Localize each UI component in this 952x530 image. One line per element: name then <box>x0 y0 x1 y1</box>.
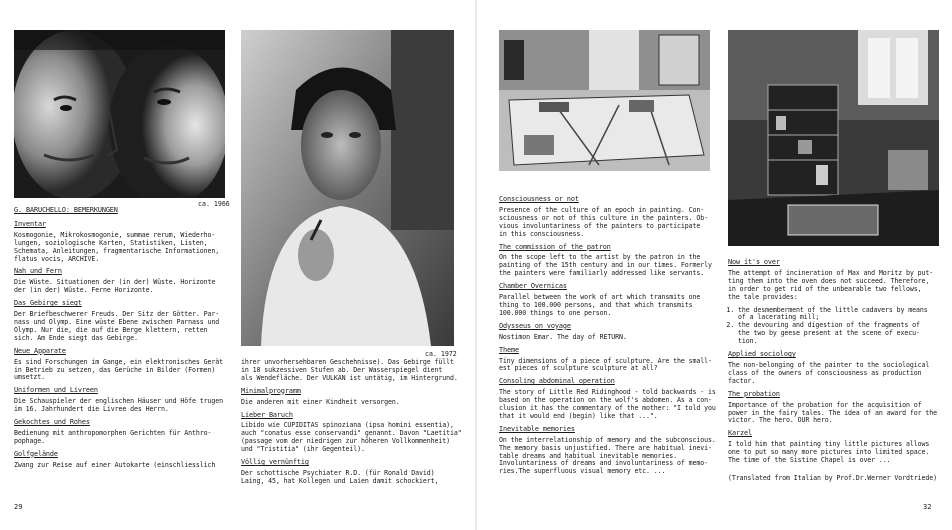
section-neue-apparate <box>14 348 230 383</box>
section-heading: Nah und Fern <box>14 267 62 276</box>
section-text: The non-belonging of the painter to the sociological class of the owners of consciousness as production factor. <box>728 360 930 385</box>
section-text: On the scope left to the artist by the patron in the painting of the 15th century and in our times. Formerly the painters were familiarly addressed like servants. <box>499 253 712 278</box>
section-text: Die Schauspieler der englischen Häuser und Höfe trugen im 16. Jahrhundert die Livree des Herrn. <box>14 397 223 414</box>
section-text: Es sind Forschungen im Gange, ein elektronisches Gerät in Betrieb zu setzen, das Gerüche in Bilder (Formen) umsetzt. <box>14 357 223 382</box>
section-odysseus <box>499 323 719 342</box>
section-karzel <box>728 430 940 465</box>
section-inventar <box>14 221 230 264</box>
section-gekochtes <box>14 419 230 446</box>
section-heading: Völlig vernünftig <box>241 458 309 467</box>
section-text: Presence of the culture of an epoch in painting. Con- sciousness or not of this culture in the painters. Ob- vious involuntariness of the painters to participate in this consciousness. <box>499 205 708 238</box>
list-item: 2. the devouring and digestion of the fragments of the two by geese present at the scene of execu- tion. <box>738 322 940 346</box>
section-heading: Inevitable memories <box>499 424 575 433</box>
left-column-1 <box>14 207 230 475</box>
photo-portrait <box>241 30 454 346</box>
section-golfgelaende <box>14 451 230 470</box>
section-consoling <box>499 378 719 421</box>
section-voellig-vernuenftig <box>241 459 463 486</box>
section-text: Zwang zur Reise auf einer Autokarte (einschliesslich <box>14 460 216 469</box>
section-text: The story of Little Red Ridinghood - told backwards - is based on the operation on the wolf's abdomen. As a con- clusion it has the commentary of the mother: "I told you that it would end (begin) like that ...". <box>499 388 716 420</box>
section-text: Der schottische Psychiater R.D. (für Ronald David) Laing, 45, hat Kollegen und Laien damit schockiert, <box>241 468 439 485</box>
section-heading: Karzel <box>728 429 752 438</box>
section-probation <box>728 391 940 426</box>
section-heading: Consoling abdominal operation <box>499 377 615 386</box>
page-number-right: 32 <box>923 503 932 511</box>
photo-two-faces <box>14 30 225 198</box>
section-text: Bedienung mit anthropomorphen Gerichten für Anthro- pophage. <box>14 428 212 445</box>
section-heading: Gekochtes und Rohes <box>14 418 90 427</box>
section-text: Die anderen mit einer Kindheit versorgen. <box>241 397 400 406</box>
section-text: Importance of the probation for the acquisition of power in the fairy tales. The idea of an award for the victor. The hero. OUR hero. <box>728 400 937 425</box>
section-text: Die Wüste. Situationen der (in der) Wüste. Horizonte der (in der) Wüste. Ferne Horizonte. <box>14 278 216 295</box>
list-item: 1. the desmemberment of the little cadavers by means of a lacerating mill; <box>738 307 940 323</box>
section-heading: Odysseus on voyage <box>499 321 571 330</box>
section-list <box>728 307 940 347</box>
section-text: Parallel between the work of art which transmits one thing to 100.000 persons, and that which transmits 100.000 things to one person. <box>499 293 701 317</box>
section-heading: The probation <box>728 389 780 398</box>
section-heading: Neue Apparate <box>14 346 66 355</box>
section-heading: Now it's over <box>728 258 780 266</box>
section-nah-und-fern <box>14 268 230 295</box>
photo-caption-1972: ca. 1972 <box>425 350 457 358</box>
section-heading: Lieber Baruch <box>241 410 293 419</box>
right-column-2 <box>728 259 940 488</box>
section-minimalprogramm <box>241 388 463 407</box>
right-column-1 <box>499 196 719 481</box>
section-text: I told him that painting tiny little pictures allows one to put so many more pictures into limited space. The time of the Sistine Chapel is over ... <box>728 440 930 465</box>
right-page <box>476 0 952 530</box>
section-uniformen <box>14 387 230 414</box>
section-heading: Uniformen und Livreen <box>14 386 98 395</box>
article-title: G. BARUCHELLO: BEMERKUNGEN <box>14 206 118 214</box>
section-heading: Consciousness or not <box>499 195 579 203</box>
left-column-2 <box>241 359 463 491</box>
section-text: Der Briefbeschwerer Freuds. Der Sitz der Götter. Par- nass und Olymp. Eine wüste Ebene zwischen Parnass und Olymp. Nur die, die auf die Berge klettern, retten sich. Am Ende siegt das Gebirge. <box>14 310 220 342</box>
section-heading: Inventar <box>14 219 46 228</box>
section-now-its-over <box>728 259 940 346</box>
photo-studio-tables <box>499 30 710 171</box>
section-consciousness <box>499 196 719 239</box>
section-lieber-baruch <box>241 412 463 455</box>
page-number-left: 29 <box>14 503 23 511</box>
section-continued <box>241 359 463 383</box>
photo-caption-1966: ca. 1966 <box>198 200 230 208</box>
section-applied-sociology <box>728 351 940 386</box>
section-theme <box>499 347 719 374</box>
section-heading: Minimalprogramm <box>241 386 301 395</box>
section-text: Tiny dimensions of a piece of sculpture. Are the small- est pieces of sculpture sculpture at all? <box>499 356 712 373</box>
section-heading: Das Gebirge siegt <box>14 299 82 308</box>
section-text: The attempt of incineration of Max and Moritz by put- ting them into the oven does not succeed. Therefore, in order to get rid of the unbearable two fellows, the tale provides: <box>728 268 934 301</box>
section-heading: Chamber Overnicas <box>499 282 567 291</box>
section-heading: Applied sociology <box>728 350 796 359</box>
translation-note: (Translated from Italian by Prof.Dr.Werner Vordtriede) <box>728 473 937 482</box>
section-heading: Theme <box>499 345 519 354</box>
section-text: Libido wie CUPIDITAS spinoziana (ipsa homini essentia), auch "conatus esse conservandi" genannt. Davon "Laetitia" (passage vom der niedrigen zur höheren Vollkommenheit) und "Tristitia" (ihr Gegenteil). <box>241 421 462 454</box>
section-text: Kosmogonie, Mikrokosmogonie, summae rerum, Wiederho- lungen, soziologische Karten, Statistiken, Listen, Schemata, Anleitungen, fragmentarische Informationen, flatus vocis, ARCHIVE. <box>14 230 220 263</box>
section-gebirge <box>14 300 230 343</box>
section-heading: Golfgelände <box>14 449 58 458</box>
photo-studio-shelves <box>728 30 939 246</box>
section-chamber <box>499 283 719 318</box>
section-text: ihrer unvorhersehbaren Geschehnisse). Das Gebirge füllt in 18 sukzessiven Stufen ab. Der Wasserspiegel dient als Wendefläche. Der VULKAN ist untätig, im Hintergrund. <box>241 358 458 382</box>
section-commission <box>499 244 719 279</box>
section-text: Nostimon Emar. The day of RETURN. <box>499 332 627 341</box>
section-memories <box>499 426 719 476</box>
section-text: On the interrelationship of memory and the subconscious. The memory basis unjustified. There are habitual inevi- table dreams and habitual inevitable memories. Involuntariness of dreams and involuntariness of memo- ries.The superfluous visual memory etc. ... <box>499 435 716 476</box>
section-heading: The commission of the patron <box>499 242 611 251</box>
